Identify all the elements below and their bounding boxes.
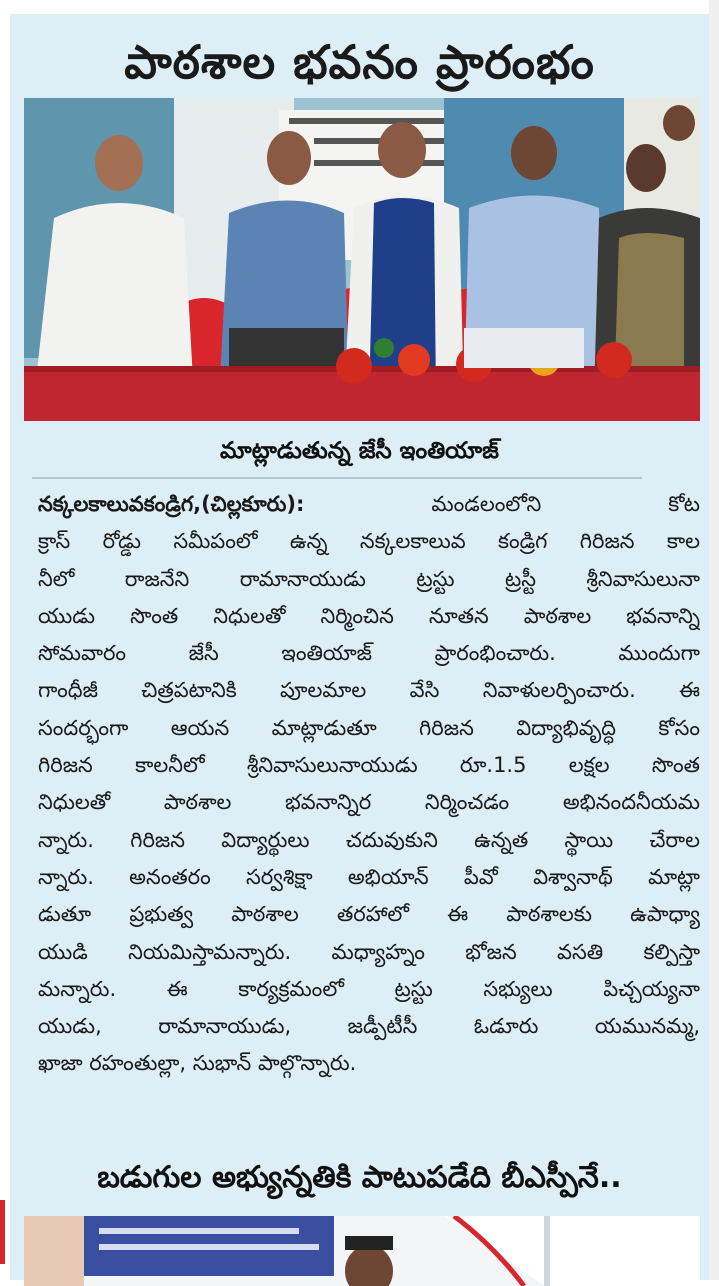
article-line: డుతూ ప్రభుత్వ పాఠశాల తరహాలో ఈ పాఠశాలకు ఉపాధ్యా (38, 902, 700, 927)
article-headline: పాఠశాల భవనం ప్రారంభం (124, 35, 595, 89)
article-line: సందర్భంగా ఆయన మాట్లాడుతూ గిరిజన విద్యాభివృద్ధి కోసం (38, 715, 700, 740)
caption-divider (32, 477, 642, 479)
photo-caption: మాట్లాడుతున్న జేసీ ఇంతియాజ్ (220, 438, 499, 464)
article-body (38, 486, 700, 1083)
article-line: నక్కలకాలువకండ్రిగ,(చిల్లకూరు): మండలంలోని కోట (38, 492, 700, 516)
article-line: నిధులతో పాఠశాల భవనాన్నిర నిర్మించడం అభినందనీయమ (38, 790, 700, 815)
bsp-meeting-photo (24, 1216, 700, 1286)
article-line: యుడు, రామానాయుడు, జడ్పీటీసీ ఓడూరు యమునమ్మ, (38, 1014, 700, 1039)
article-line: క్రాస్ రోడ్డు సమీపంలో ఉన్న నక్కలకాలువ కండ్రిగ గిరిజన కాల (38, 529, 700, 554)
page-edge (709, 0, 719, 1280)
article-line: గిరిజన కాలనీలో శ్రీనివాసులునాయుడు రూ.1.5 లక్షల సొంత (38, 753, 700, 778)
article-line: మన్నారు. ఈ కార్యక్రమంలో ట్రస్టు సభ్యులు పిచ్చయ్యనా (38, 976, 700, 1001)
article-dateline: నక్కలకాలువకండ్రిగ,(చిల్లకూరు): (38, 492, 305, 516)
article-line: యుడు సొంత నిధులతో నిర్మించిన నూతన పాఠశాల భవనాన్ని (38, 603, 700, 628)
article-line: న్నారు. గిరిజన విద్యార్థులు చదువుకుని ఉన్నత స్థాయి చేరాల (38, 827, 700, 852)
newspaper-clipping (10, 14, 709, 1280)
school-inauguration-photo (24, 98, 700, 421)
next-article-headline: బడుగుల అభ్యున్నతికి పాటుపడేది బీఎస్పీనే.. (97, 1160, 622, 1195)
article-line: న్నారు. అనంతరం సర్వశిక్షా అభియాన్ పీవో విశ్వానాథ్ మాట్లా (38, 864, 700, 889)
article-line: గాంధీజీ చిత్రపటానికి పూలమాల వేసి నివాళులర్పించారు. ఈ (38, 678, 700, 703)
article-line: సోమవారం జేసీ ఇంతియాజ్ ప్రారంభించారు. ముందుగా (38, 641, 700, 666)
article-photo (24, 98, 700, 421)
next-article-photo (24, 1216, 700, 1286)
article-line: నీలో రాజనేని రామానాయుడు ట్రస్టు ట్రస్టీ శ్రీనివాసులునా (38, 566, 700, 591)
page-margin-mark (0, 1200, 5, 1264)
article-line: యుడి నియమిస్తామన్నారు. మధ్యాహ్నం భోజన వసతి కల్పిస్తా (38, 939, 700, 964)
article-line: ఖాజా రహంతుల్లా, సుభాన్ పాల్గొన్నారు. (38, 1051, 357, 1076)
